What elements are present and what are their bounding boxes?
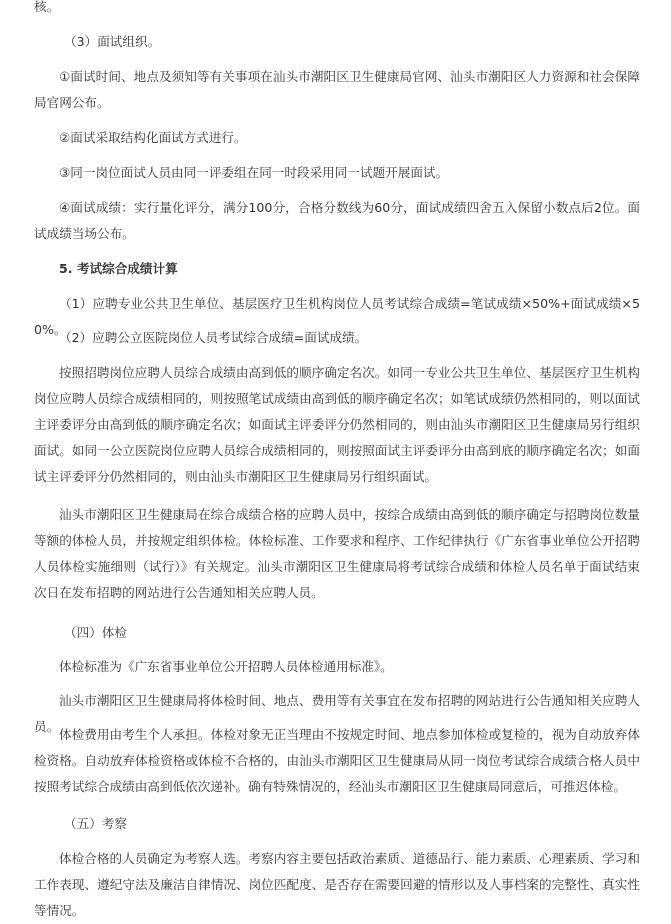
paragraph-interview-time-location: ①面试时间、地点及须知等有关事项在汕头市潮阳区卫生健康局官网、汕头市潮阳区人力资源和社会保障局官网公布。 bbox=[34, 69, 640, 110]
paragraph-inspection-content: 体检合格的人员确定为考察人选。考察内容主要包括政治素质、道德品行、能力素质、心理素质、学习和工作表现、遵纪守法及廉洁自律情况、岗位匹配度、是否存在需要回避的情形以及人事档案的完整性、真实性等情况。 bbox=[34, 851, 640, 918]
paragraph-score-public-hospital: （2）应聘公立医院岗位人员考试综合成绩=面试成绩。 bbox=[59, 330, 368, 345]
paragraph-score-public-health: （1）应聘专业公共卫生单位、基层医疗卫生机构岗位人员考试综合成绩=笔试成绩×50%+面试成绩×50%。 bbox=[34, 296, 640, 337]
section-heading-composite-score: 5. 考试综合成绩计算 bbox=[59, 261, 178, 276]
paragraph-interview-score: ④面试成绩：实行量化评分，满分100分，合格分数线为60分，面试成绩四舍五入保留小数点后2位。面试成绩当场公布。 bbox=[34, 200, 640, 241]
subheading-interview-organization: （3）面试组织。 bbox=[64, 34, 161, 49]
paragraph-interview-structured: ②面试采取结构化面试方式进行。 bbox=[59, 130, 247, 145]
paragraph-interview-same-panel: ③同一岗位面试人员由同一评委组在同一时段采用同一试题开展面试。 bbox=[59, 165, 449, 180]
paragraph-physical-exam-selection: 汕头市潮阳区卫生健康局在综合成绩合格的应聘人员中，按综合成绩由高到低的顺序确定与招聘岗位数量等额的体检人员，并按规定组织体检。体检标准、工作要求和程序、工作纪律执行《广东省事业单位公开招聘人员体检实施细则（试行）》有关规定。汕头市潮阳区卫生健康局将考试综合成绩和体检人员名单于面试结束次日在发布招聘的网站进行公告通知相关应聘人员。 bbox=[34, 507, 640, 600]
section-heading-inspection: （五）考察 bbox=[64, 816, 127, 831]
paragraph-ranking-rules: 按照招聘岗位应聘人员综合成绩由高到低的顺序确定名次。如同一专业公共卫生单位、基层医疗卫生机构岗位应聘人员综合成绩相同的，则按照笔试成绩由高到低的顺序确定名次；如笔试成绩仍然相同的，则以面试主评委评分由高到低的顺序确定名次；如面试主评委评分仍然相同的，则由汕头市潮阳区卫生健康局另行组织面试。如同一公立医院岗位应聘人员综合成绩相同的，则按照面试主评委评分由高到底的顺序确定名次；如面试主评委评分仍然相同的，则由汕头市潮阳区卫生健康局另行组织面试。 bbox=[34, 365, 640, 484]
paragraph-exam-standard: 体检标准为《广东省事业单位公开招聘人员体检通用标准》。 bbox=[59, 659, 393, 674]
paragraph-exam-fees: 体检费用由考生个人承担。体检对象无正当理由不按规定时间、地点参加体检或复检的，视为自动放弃体检资格。自动放弃体检资格或体检不合格的，由汕头市潮阳区卫生健康局从同一岗位考试综合成绩合格人员中按照考试综合成绩由高到低依次递补。确有特殊情况的，经汕头市潮阳区卫生健康局同意后，可推迟体检。 bbox=[34, 727, 640, 794]
section-heading-physical-exam: （四）体检 bbox=[64, 625, 127, 640]
paragraph-continuation: 核。 bbox=[34, 0, 60, 14]
paragraph-exam-notice: 汕头市潮阳区卫生健康局将体检时间、地点、费用等有关事宜在发布招聘的网站进行公告通知相关应聘人员。 bbox=[34, 693, 640, 734]
